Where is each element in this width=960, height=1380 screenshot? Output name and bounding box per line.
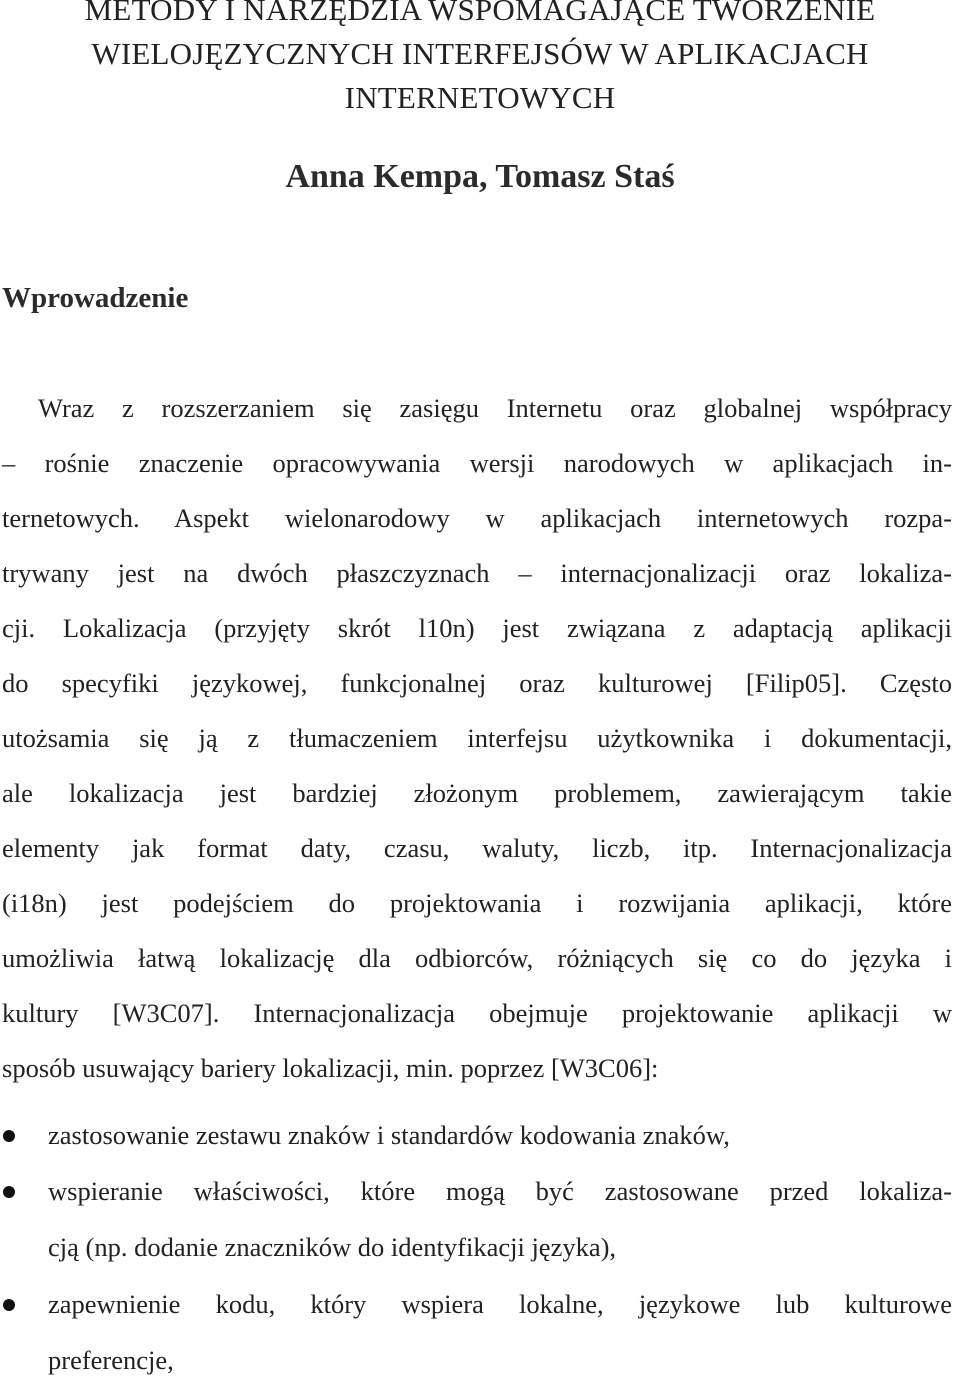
paragraph-line: Wraz z rozszerzaniem się zasięgu Internetu oraz globalnej współpracy xyxy=(38,393,952,423)
paragraph-line: utożsamia się ją z tłumaczeniem interfejsu użytkownika i dokumentacji, xyxy=(2,723,952,753)
section-heading: Wprowadzenie xyxy=(2,282,189,314)
paper-title xyxy=(0,0,960,120)
bullet-line: preferencje, xyxy=(48,1345,174,1375)
paragraph-line: ternetowych. Aspekt wielonarodowy w aplikacjach internetowych rozpa- xyxy=(2,503,952,533)
title-line-3: INTERNETOWYCH xyxy=(344,80,616,115)
bullet-icon xyxy=(3,1186,15,1198)
bullet-icon xyxy=(3,1130,15,1142)
paragraph-line: cji. Lokalizacja (przyjęty skrót l10n) jest związana z adaptacją aplikacji xyxy=(2,613,952,643)
authors: Anna Kempa, Tomasz Staś xyxy=(285,158,675,195)
paragraph-line: do specyfiki językowej, funkcjonalnej oraz kulturowej [Filip05]. Często xyxy=(2,668,952,698)
bullet-line: zapewnienie kodu, który wspiera lokalne, językowe lub kulturowe xyxy=(48,1289,952,1319)
paragraph-line: ale lokalizacja jest bardziej złożonym problemem, zawierającym takie xyxy=(2,778,952,808)
bullet-icon xyxy=(3,1299,15,1311)
paragraph-line: – rośnie znaczenie opracowywania wersji narodowych w aplikacjach in- xyxy=(2,448,952,478)
bullet-line: zastosowanie zestawu znaków i standardów kodowania znaków, xyxy=(48,1120,730,1150)
paragraph-line: trywany jest na dwóch płaszczyznach – internacjonalizacji oraz lokaliza- xyxy=(2,558,952,588)
paragraph-line: kultury [W3C07]. Internacjonalizacja obejmuje projektowanie aplikacji w xyxy=(2,998,952,1028)
title-line-1: METODY I NARZĘDZIA WSPOMAGAJĄCE TWORZENIE xyxy=(84,0,876,27)
paragraph-line: elementy jak format daty, czasu, waluty, liczb, itp. Internacjonalizacja xyxy=(2,833,952,863)
bullet-line: wspieranie właściwości, które mogą być zastosowane przed lokaliza- xyxy=(48,1176,952,1206)
paragraph-line: (i18n) jest podejściem do projektowania i rozwijania aplikacji, które xyxy=(2,888,952,918)
paragraph-line: sposób usuwający bariery lokalizacji, min. poprzez [W3C06]: xyxy=(2,1053,659,1083)
paragraph-line: umożliwia łatwą lokalizację dla odbiorców, różniących się co do języka i xyxy=(2,943,952,973)
bullet-line: cją (np. dodanie znaczników do identyfikacji języka), xyxy=(48,1232,617,1262)
title-line-2: WIELOJĘZYCZNYCH INTERFEJSÓW W APLIKACJACH xyxy=(91,36,869,71)
